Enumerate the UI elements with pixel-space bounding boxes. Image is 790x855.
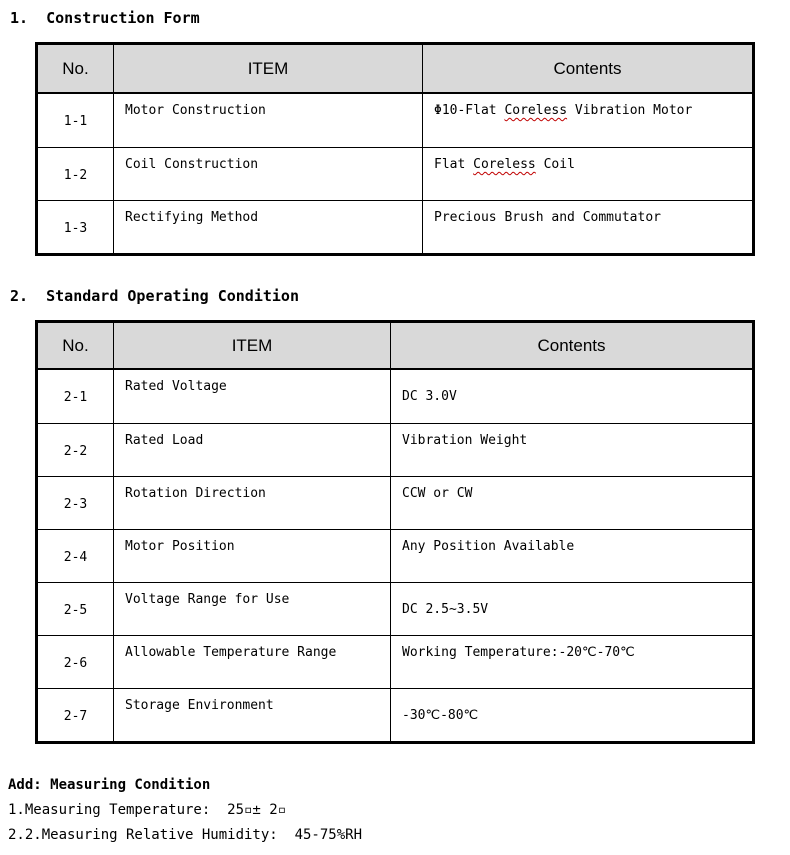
row-contents-cell: Working Temperature:-20℃-70℃ bbox=[390, 636, 752, 688]
row-item-cell: Motor Position bbox=[113, 530, 390, 582]
row-no-cell: 2-4 bbox=[63, 550, 88, 565]
measuring-temperature-line: 1.Measuring Temperature: 25▫± 2▫ bbox=[8, 802, 287, 818]
row-item-cell: Coil Construction bbox=[113, 148, 422, 200]
header-cell-no: No. bbox=[62, 335, 89, 355]
header-cell-item: ITEM bbox=[113, 45, 422, 92]
row-item-cell: Rated Voltage bbox=[113, 370, 390, 423]
row-no-cell: 2-3 bbox=[63, 497, 88, 512]
row-no-cell: 2-6 bbox=[63, 656, 88, 671]
row-item-cell: Storage Environment bbox=[113, 689, 390, 741]
row-contents-cell: DC 3.0V bbox=[390, 370, 752, 423]
table-row bbox=[38, 423, 752, 476]
contents-text: Precious Brush and Commutator bbox=[434, 210, 661, 225]
row-no-cell: 2-2 bbox=[63, 444, 88, 459]
header-cell-no: No. bbox=[62, 58, 89, 78]
row-item-cell: Allowable Temperature Range bbox=[113, 636, 390, 688]
table-row bbox=[38, 529, 752, 582]
row-no-cell: 2-7 bbox=[63, 709, 88, 724]
row-contents-cell bbox=[422, 94, 752, 147]
row-contents-cell bbox=[422, 201, 752, 253]
row-contents-cell bbox=[422, 148, 752, 200]
contents-text: Φ10-Flat bbox=[434, 103, 505, 118]
row-contents-cell: CCW or CW bbox=[390, 477, 752, 529]
row-item-cell: Voltage Range for Use bbox=[113, 583, 390, 635]
table-row bbox=[38, 582, 752, 635]
table-row bbox=[38, 94, 752, 147]
table-row bbox=[38, 147, 752, 200]
header-cell-contents: Contents bbox=[390, 323, 752, 368]
measuring-humidity-line: 2.2.Measuring Relative Humidity: 45-75%RH bbox=[8, 827, 363, 843]
table-row bbox=[38, 688, 752, 741]
operating-table-header-row bbox=[38, 323, 752, 370]
contents-text: Vibration Motor bbox=[567, 103, 693, 118]
table-row bbox=[38, 635, 752, 688]
row-item-cell: Rectifying Method bbox=[113, 201, 422, 253]
table-row bbox=[38, 476, 752, 529]
row-no-cell: 1-1 bbox=[63, 114, 88, 129]
row-contents-cell: -30℃-80℃ bbox=[390, 689, 752, 741]
measuring-condition-section bbox=[8, 777, 790, 843]
row-item-cell: Rated Load bbox=[113, 424, 390, 476]
misspelled-word: Coreless bbox=[504, 103, 568, 118]
row-contents-cell: Vibration Weight bbox=[390, 424, 752, 476]
row-contents-cell: DC 2.5~3.5V bbox=[390, 583, 752, 635]
construction-table-header-row bbox=[38, 45, 752, 94]
misspelled-word: Coreless bbox=[473, 157, 536, 172]
construction-table bbox=[35, 42, 755, 256]
section2-title: 2. Standard Operating Condition bbox=[10, 287, 299, 305]
row-item-cell: Rotation Direction bbox=[113, 477, 390, 529]
row-no-cell: 2-1 bbox=[63, 390, 88, 405]
row-no-cell: 1-2 bbox=[63, 168, 88, 183]
table-row bbox=[38, 200, 752, 253]
operating-condition-table bbox=[35, 320, 755, 744]
table-row bbox=[38, 370, 752, 423]
contents-text: Flat bbox=[434, 157, 474, 172]
header-cell-contents: Contents bbox=[422, 45, 752, 92]
section1-title: 1. Construction Form bbox=[10, 9, 200, 27]
contents-text: Coil bbox=[535, 157, 575, 172]
row-item-cell: Motor Construction bbox=[113, 94, 422, 147]
row-contents-cell: Any Position Available bbox=[390, 530, 752, 582]
row-no-cell: 2-5 bbox=[63, 603, 88, 618]
measuring-condition-heading: Add: Measuring Condition bbox=[8, 777, 211, 793]
header-cell-item: ITEM bbox=[113, 323, 390, 368]
row-no-cell: 1-3 bbox=[63, 221, 88, 236]
